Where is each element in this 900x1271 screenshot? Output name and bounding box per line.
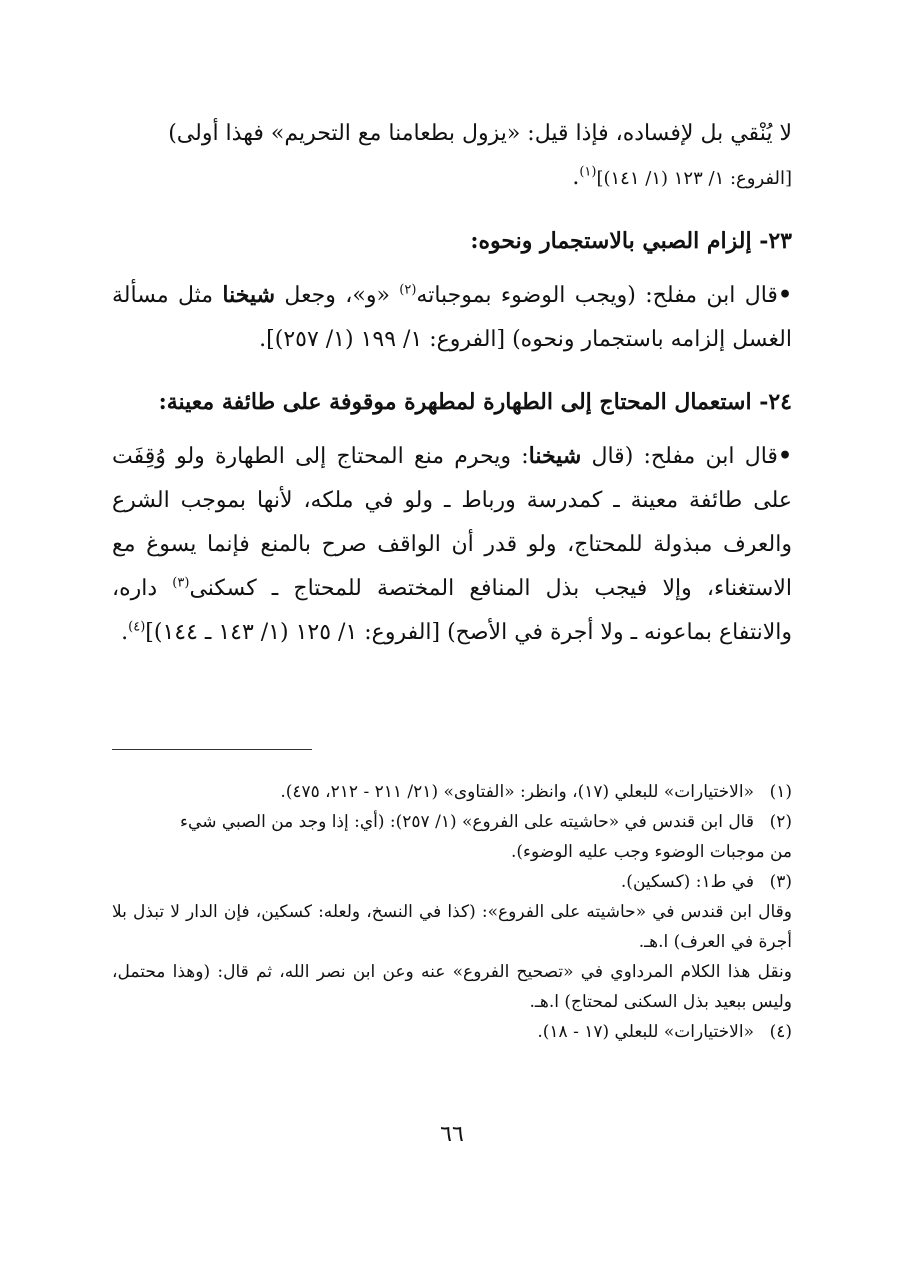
section-24-text-c: داره، والانتفاع بماعونه ـ ولا أجرة في الأصح) [الفروع: ١/ ١٢٥ (١/ ١٤٣ ـ ١٤٤)] (112, 576, 792, 645)
section-23-bold: شيخنا (222, 282, 276, 308)
footnotes (112, 777, 792, 1047)
intro-paragraph (112, 112, 792, 201)
footnote-ref-4: (٤) (128, 619, 146, 635)
footnote-3-continuation-2: ونقل هذا الكلام المرداوي في «تصحيح الفروع» عنه وعن ابن نصر الله، ثم قال: (وهذا محتمل، وليس ببعيد بذل السكنى لمحتاج) ا.هـ. (112, 962, 792, 1012)
section-24-end: . (121, 620, 129, 645)
section-23-heading: ٢٣- إلزام الصبي بالاستجمار ونحوه: (470, 228, 792, 254)
section-24-bold: شيخنا (528, 443, 582, 469)
footnote-number: (٤) (769, 1022, 792, 1042)
section-24-heading: ٢٤- استعمال المحتاج إلى الطهارة لمطهرة موقوفة على طائفة معينة: (158, 389, 792, 415)
footnote-3-continuation: وقال ابن قندس في «حاشيته على الفروع»: (كذا في النسخ، ولعله: كسكين، فإن الدار لا تبذل بلا أجرة في العرف) ا.هـ. (112, 902, 792, 952)
footnote-ref-3: (٣) (172, 575, 190, 591)
intro-end: . (572, 165, 580, 190)
page-body (112, 112, 793, 1147)
footnote-2 (112, 807, 792, 837)
section-23-text-a: قال ابن مفلح: (ويجب الوضوء بموجباته (416, 283, 778, 308)
section-23-text-c: مثل مسألة الغسل إلزامه باستجمار ونحوه) [الفروع: ١/ ١٩٩ (١/ ٢٥٧)]. (112, 283, 792, 352)
footnote-1 (112, 777, 792, 807)
footnote-number: (٢) (769, 812, 792, 832)
footnote-2-continuation: من موجبات الوضوء وجب عليه الوضوء). (510, 842, 792, 862)
footnote-ref-2: (٢) (399, 282, 417, 298)
section-23-text-b: «و»، وجعل (275, 283, 400, 308)
footnote-text: «الاختيارات» للبعلي (١٧)، وانظر: «الفتاوى» (٢١/ ٢١١ - ٢١٢، ٤٧٥). (280, 782, 754, 802)
footnote-number: (١) (769, 782, 792, 802)
section-24-text-b: : ويحرم منع المحتاج إلى الطهارة ولو وُقِفَت على طائفة معينة ـ كمدرسة ورباط ـ ولو في ملكه، لأنها بموجب الشرع والعرف مبذولة للمحتاج، ولو قدر أن الواقف صرح بالمنع فإنما يسوغ مع الاستغناء، وإلا فيجب بذل المنافع المختصة للمحتاج ـ كسكنى (112, 444, 792, 601)
main-text (112, 112, 792, 655)
section-24-text-a: قال ابن مفلح: (قال (581, 444, 778, 469)
page-number: ٦٦ (440, 1122, 464, 1147)
bullet-icon: • (777, 282, 793, 308)
footnote-number: (٣) (769, 872, 792, 892)
footnote-3 (112, 867, 792, 897)
bullet-icon: • (777, 443, 792, 469)
intro-reference: [الفروع: ١/ ١٢٣ (١/ ١٤١)] (596, 168, 792, 189)
footnote-text: في ط١: (كسكين). (620, 872, 754, 892)
footnote-4 (112, 1017, 792, 1047)
footnote-ref-1: (١) (579, 164, 597, 180)
section-24-paragraph (112, 434, 792, 655)
footnote-separator (112, 749, 312, 750)
footnote-text: «الاختيارات» للبعلي (١٧ - ١٨). (537, 1022, 754, 1042)
footnote-text: قال ابن قندس في «حاشيته على الفروع» (١/ ٢٥٧): (أي: إذا وجد من الصبي شيء (180, 812, 754, 832)
section-23-paragraph (112, 273, 792, 362)
intro-line1: لا يُنْقي بل لإفساده، فإذا قيل: «يزول بطعامنا مع التحريم» فهذا أولى) (168, 121, 792, 146)
